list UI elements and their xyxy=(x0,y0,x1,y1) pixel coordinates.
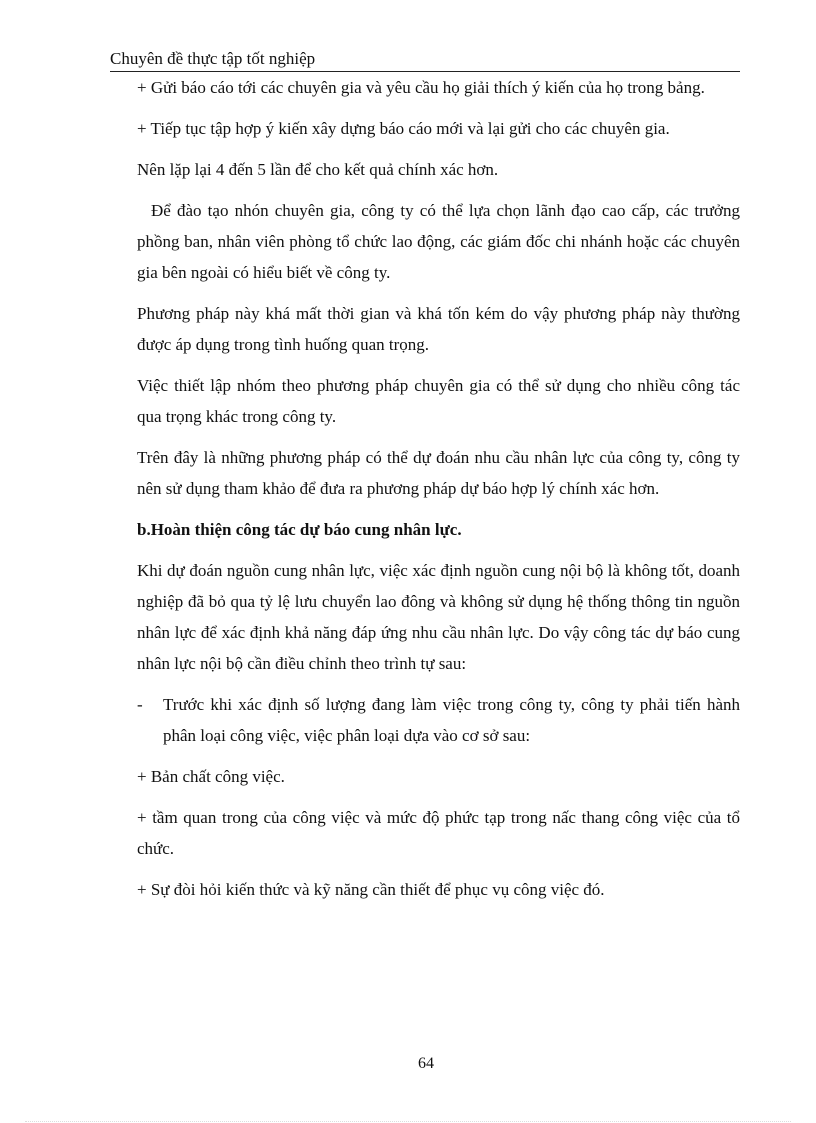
bullet-item xyxy=(137,689,740,751)
paragraph: + Gửi báo cáo tới các chuyên gia và yêu cầu họ giải thích ý kiến của họ trong bảng. xyxy=(137,78,705,97)
paragraph: + tầm quan trong của công việc và mức độ phức tạp trong nấc thang công việc của tổ chức. xyxy=(137,808,740,858)
bullet-dash: - xyxy=(137,695,143,714)
page-number: 64 xyxy=(418,1055,434,1072)
paragraph: + Sự đòi hỏi kiến thức và kỹ năng cần thiết để phục vụ công việc đó. xyxy=(137,880,605,899)
paragraph: + Bản chất công việc. xyxy=(137,767,285,786)
paragraph: Khi dự đoán nguồn cung nhân lực, việc xác định nguồn cung nội bộ là không tốt, doanh nghiệp đã bỏ qua tỷ lệ lưu chuyển lao đông và không sử dụng hệ thống thông tin nguồn nhân lực để xác định khả năng đáp ứng nhu cầu nhân lực. Do vậy công tác dự báo cung nhân lực nội bộ cần điều chỉnh theo trình tự sau: xyxy=(137,561,740,673)
paragraph: Để đào tạo nhón chuyên gia, công ty có thể lựa chọn lãnh đạo cao cấp, các trưởng phồng ban, nhân viên phòng tổ chức lao động, các giám đốc chi nhánh hoặc các chuyên gia bên ngoài có hiểu biết về công ty. xyxy=(137,201,740,282)
paragraph: Việc thiết lập nhóm theo phương pháp chuyên gia có thể sử dụng cho nhiều công tác qua trọng khác trong công ty. xyxy=(137,376,740,426)
paragraph: Trên đây là những phương pháp có thể dự đoán nhu cầu nhân lực của công ty, công ty nên sử dụng tham khảo để đưa ra phương pháp dự báo hợp lý chính xác hơn. xyxy=(137,448,740,498)
paragraph: Phương pháp này khá mất thời gian và khá tốn kém do vậy phương pháp này thường được áp dụng trong tình huống quan trọng. xyxy=(137,304,740,354)
paragraph: Nên lặp lại 4 đến 5 lần để cho kết quả chính xác hơn. xyxy=(137,160,499,179)
section-heading: b.Hoàn thiện công tác dự báo cung nhân lực. xyxy=(137,520,462,539)
page-body xyxy=(137,72,740,915)
page-header: Chuyên đề thực tập tốt nghiệp xyxy=(110,48,740,72)
bullet-text: Trước khi xác định số lượng đang làm việc trong công ty, công ty phải tiến hành phân loại công việc, việc phân loại dựa vào cơ sở sau: xyxy=(163,695,740,745)
paragraph: + Tiếp tục tập hợp ý kiến xây dựng báo cáo mới và lại gửi cho các chuyên gia. xyxy=(137,119,670,138)
page-bottom-divider xyxy=(25,1121,791,1122)
